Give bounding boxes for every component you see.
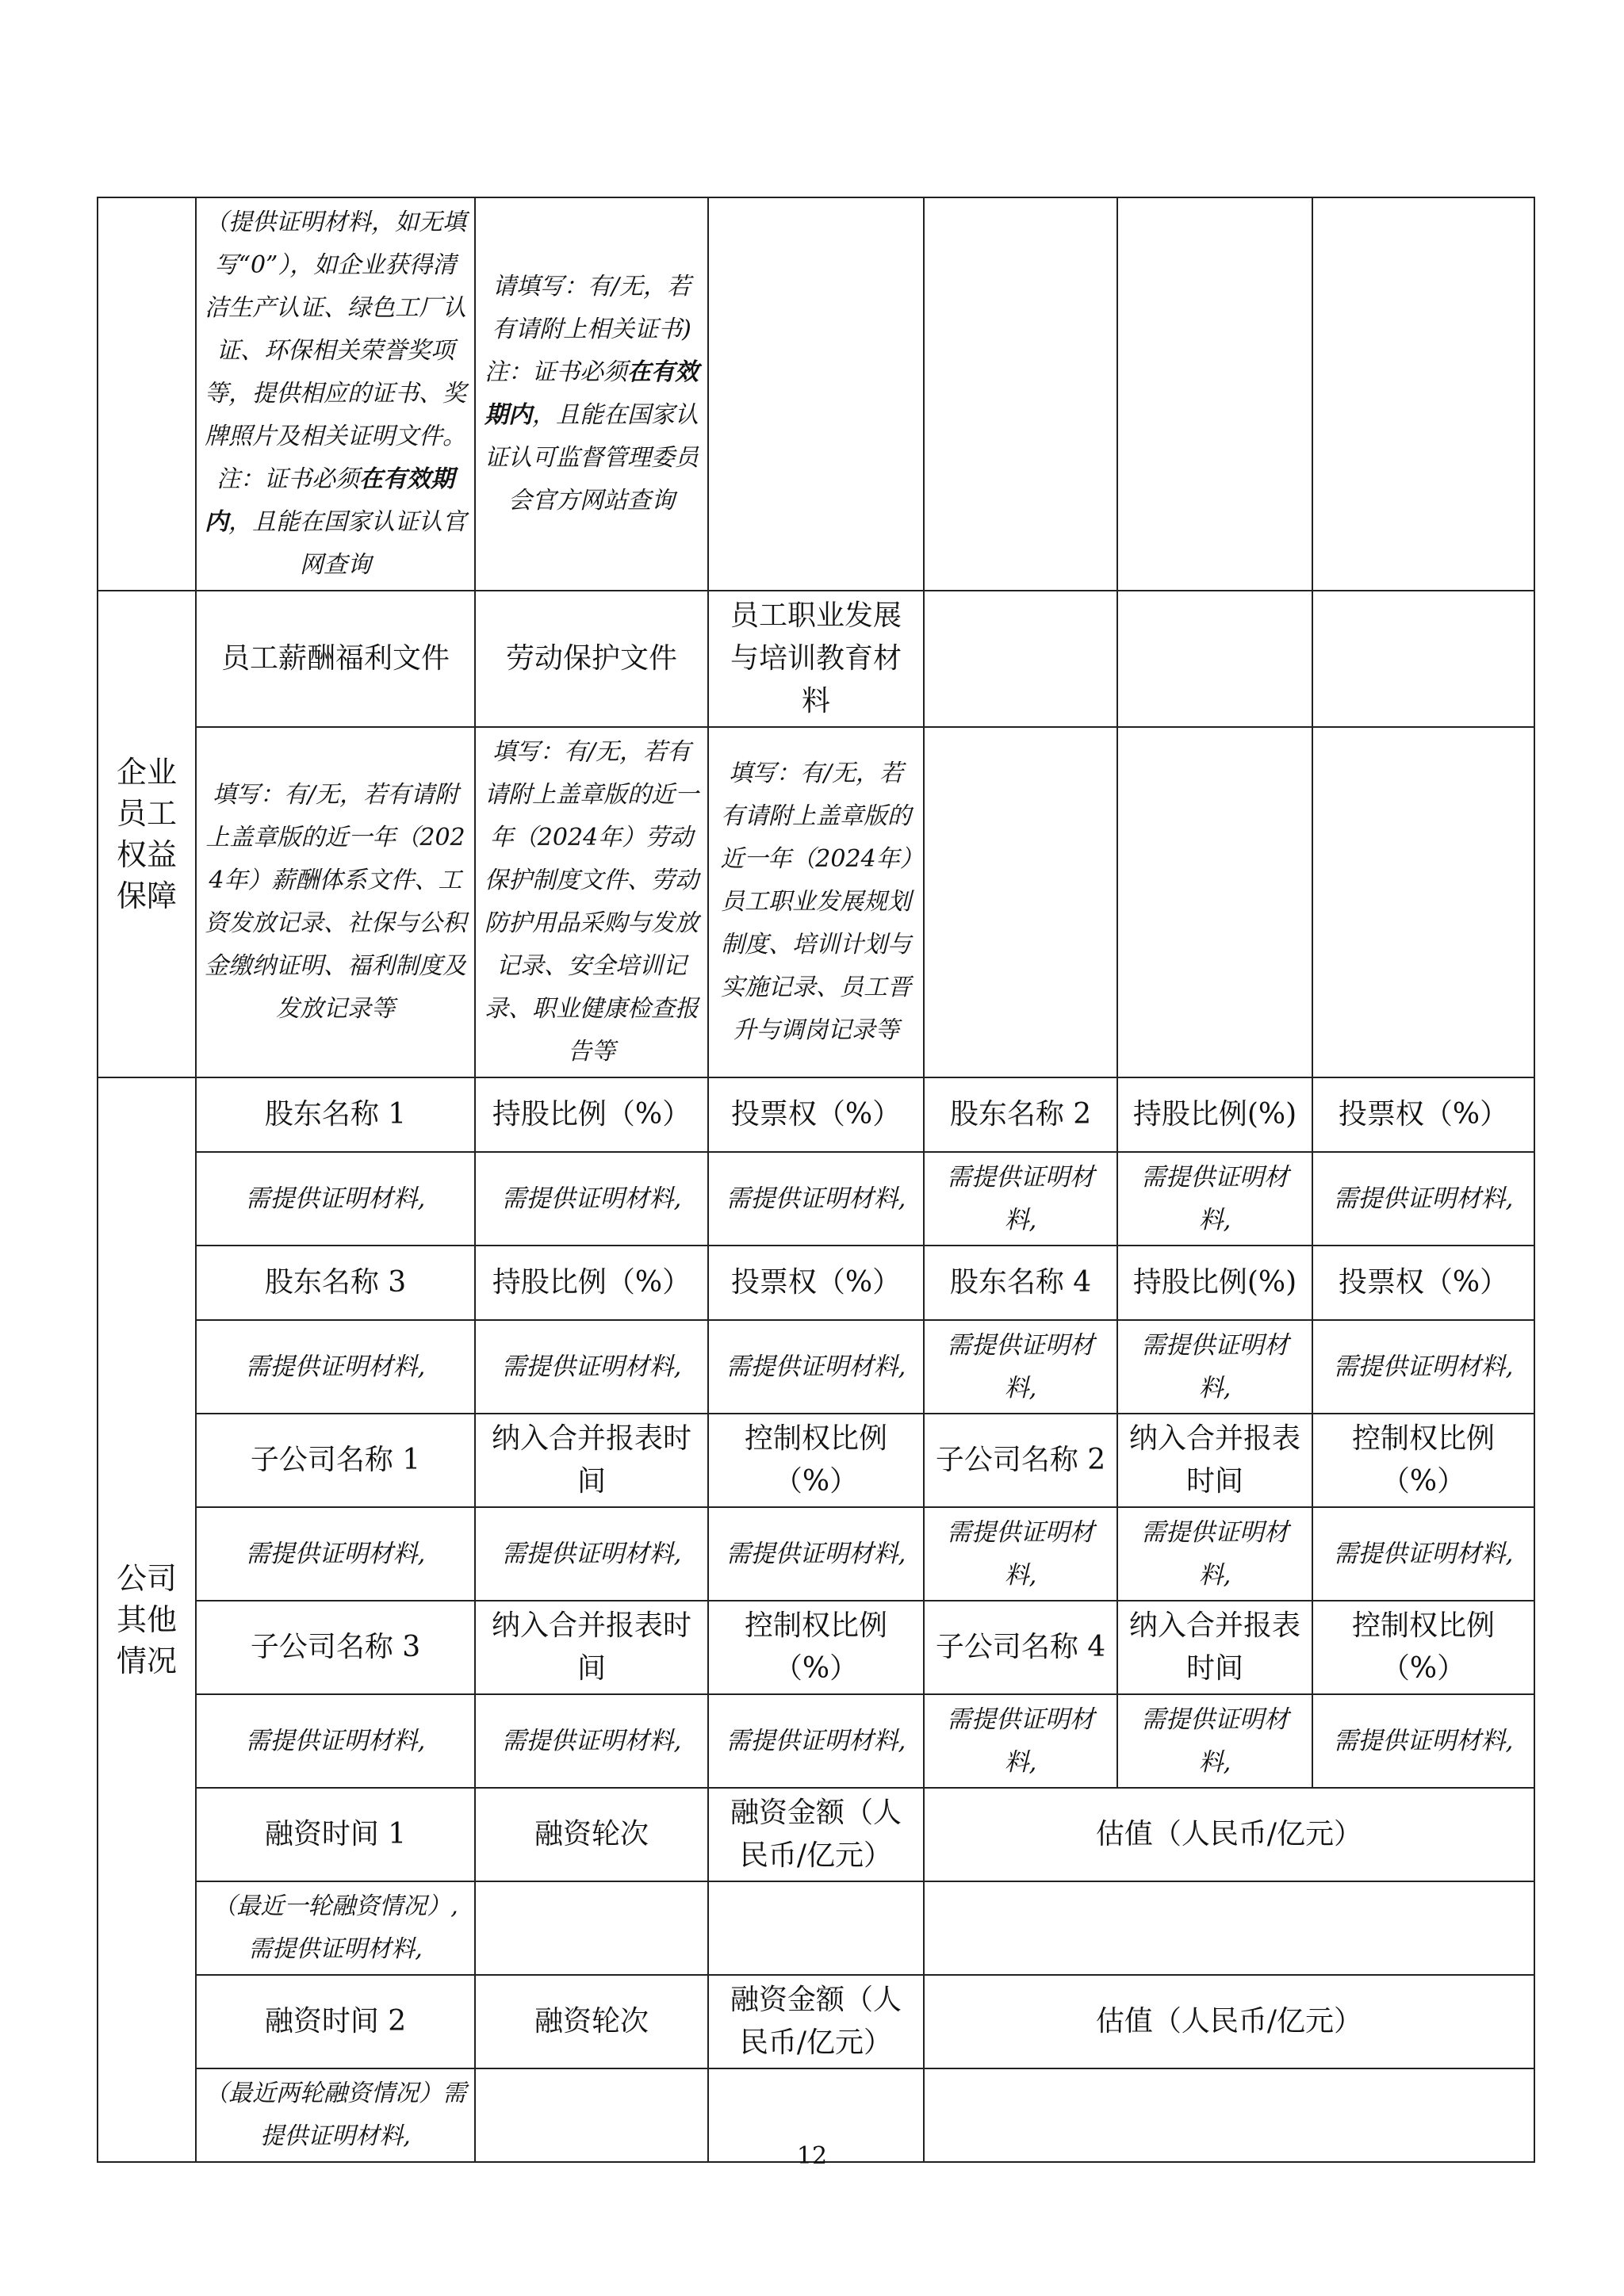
blank-cell[interactable] [1117, 591, 1312, 727]
env-honor-note-text: 请填写：有/无，若有请附上相关证书)注：证书必须 [485, 273, 691, 386]
requirement-note[interactable]: 需提供证明材料, [1117, 1507, 1312, 1601]
financing-header-row [98, 1788, 1534, 1881]
requirement-note[interactable]: 需提供证明材料, [708, 1694, 924, 1788]
shareholder-header: 投票权（%） [1312, 1077, 1534, 1152]
shareholder-header-row [98, 1246, 1534, 1320]
blank-cell[interactable] [1117, 727, 1312, 1077]
requirement-row [98, 1320, 1534, 1414]
requirement-note[interactable]: 需提供证明材料, [1312, 1320, 1534, 1414]
employee-note: 填写：有/无，若有请附上盖章版的近一年（2024年）员工职业发展规划制度、培训计划与实施记录、员工晋升与调岗记录等 [708, 727, 924, 1077]
requirement-note[interactable]: 需提供证明材料, [475, 1507, 708, 1601]
shareholder-header: 持股比例(%) [1117, 1246, 1312, 1320]
subsidiary-header-row [98, 1601, 1534, 1694]
financing-round-cell[interactable] [475, 1881, 708, 1975]
employee-header-row [98, 591, 1534, 727]
form-table [97, 197, 1535, 2163]
shareholder-header: 投票权（%） [708, 1077, 924, 1152]
financing-header: 融资时间 2 [196, 1975, 475, 2068]
employee-note: 填写：有/无，若有请附上盖章版的近一年（2024年）劳动保护制度文件、劳动防护用品采购与发放记录、安全培训记录、职业健康检查报告等 [475, 727, 708, 1077]
subsidiary-header: 纳入合并报表时间 [1117, 1601, 1312, 1694]
subsidiary-header: 子公司名称 3 [196, 1601, 475, 1694]
shareholder-header: 持股比例（%） [475, 1246, 708, 1320]
requirement-note[interactable]: 需提供证明材料, [708, 1152, 924, 1246]
requirement-note[interactable]: 需提供证明材料, [924, 1694, 1117, 1788]
employee-header: 员工职业发展与培训教育材料 [708, 591, 924, 727]
env-cert-row [98, 197, 1534, 591]
env-cert-note [196, 197, 475, 591]
subsidiary-header: 控制权比例（%） [1312, 1414, 1534, 1507]
subsidiary-header: 子公司名称 4 [924, 1601, 1117, 1694]
requirement-row [98, 1507, 1534, 1601]
category-cell-continued [98, 197, 196, 591]
requirement-note[interactable]: 需提供证明材料, [475, 1694, 708, 1788]
env-cert-note-emphasis: 在有效期内 [205, 465, 454, 536]
requirement-note[interactable]: 需提供证明材料, [1117, 1694, 1312, 1788]
financing-header: 融资轮次 [475, 1788, 708, 1881]
requirement-note[interactable]: 需提供证明材料, [475, 1152, 708, 1246]
shareholder-header: 持股比例（%） [475, 1077, 708, 1152]
requirement-row [98, 1152, 1534, 1246]
employee-note-row [98, 727, 1534, 1077]
requirement-row [98, 1694, 1534, 1788]
blank-cell[interactable] [1312, 727, 1534, 1077]
blank-cell[interactable] [924, 727, 1117, 1077]
requirement-note[interactable]: 需提供证明材料, [1312, 1507, 1534, 1601]
shareholder-header: 股东名称 1 [196, 1077, 475, 1152]
employee-note: 填写：有/无，若有请附上盖章版的近一年（2024年）薪酬体系文件、工资发放记录、社保与公积金缴纳证明、福利制度及发放记录等 [196, 727, 475, 1077]
employee-header: 员工薪酬福利文件 [196, 591, 475, 727]
subsidiary-header: 控制权比例（%） [708, 1414, 924, 1507]
subsidiary-header: 子公司名称 1 [196, 1414, 475, 1507]
financing-note: （最近两轮融资情况）需提供证明材料, [196, 2068, 475, 2162]
other-category: 公司其他情况 [98, 1077, 196, 2162]
financing-value-row [98, 1881, 1534, 1975]
financing-header: 融资时间 1 [196, 1788, 475, 1881]
financing-header: 融资金额（人民币/亿元） [708, 1975, 924, 2068]
requirement-note[interactable]: 需提供证明材料, [1117, 1320, 1312, 1414]
requirement-note[interactable]: 需提供证明材料, [924, 1152, 1117, 1246]
shareholder-header: 股东名称 2 [924, 1077, 1117, 1152]
requirement-note[interactable]: 需提供证明材料, [924, 1507, 1117, 1601]
requirement-note[interactable]: 需提供证明材料, [196, 1320, 475, 1414]
blank-cell[interactable] [924, 591, 1117, 727]
env-honor-note-tail: ，且能在国家认证认可监督管理委员会官方网站查询 [485, 401, 699, 515]
financing-amount-cell[interactable] [708, 1881, 924, 1975]
subsidiary-header: 纳入合并报表时间 [475, 1601, 708, 1694]
financing-header: 融资金额（人民币/亿元） [708, 1788, 924, 1881]
env-honor-note [475, 197, 708, 591]
subsidiary-header: 纳入合并报表时间 [475, 1414, 708, 1507]
employee-header: 劳动保护文件 [475, 591, 708, 727]
page-number: 12 [796, 2142, 828, 2170]
subsidiary-header: 子公司名称 2 [924, 1414, 1117, 1507]
shareholder-header: 股东名称 4 [924, 1246, 1117, 1320]
financing-header: 估值（人民币/亿元） [924, 1975, 1534, 2068]
blank-cell[interactable] [1117, 197, 1312, 591]
requirement-note[interactable]: 需提供证明材料, [1312, 1694, 1534, 1788]
requirement-note[interactable]: 需提供证明材料, [924, 1320, 1117, 1414]
financing-header: 估值（人民币/亿元） [924, 1788, 1534, 1881]
requirement-note[interactable]: 需提供证明材料, [196, 1694, 475, 1788]
requirement-note[interactable]: 需提供证明材料, [708, 1507, 924, 1601]
subsidiary-header: 纳入合并报表时间 [1117, 1414, 1312, 1507]
requirement-note[interactable]: 需提供证明材料, [1117, 1152, 1312, 1246]
valuation-cell[interactable] [924, 1881, 1534, 1975]
requirement-note[interactable]: 需提供证明材料, [475, 1320, 708, 1414]
blank-cell[interactable] [1312, 591, 1534, 727]
requirement-note[interactable]: 需提供证明材料, [708, 1320, 924, 1414]
employee-category: 企业员工权益保障 [98, 591, 196, 1077]
financing-header: 融资轮次 [475, 1975, 708, 2068]
financing-header-row [98, 1975, 1534, 2068]
blank-cell[interactable] [924, 197, 1117, 591]
shareholder-header: 股东名称 3 [196, 1246, 475, 1320]
env-honor-note-emphasis: 在有效期内 [485, 358, 699, 429]
shareholder-header: 投票权（%） [1312, 1246, 1534, 1320]
requirement-note[interactable]: 需提供证明材料, [1312, 1152, 1534, 1246]
shareholder-header: 投票权（%） [708, 1246, 924, 1320]
subsidiary-header: 控制权比例（%） [1312, 1601, 1534, 1694]
shareholder-header-row [98, 1077, 1534, 1152]
env-cert-note-text: （提供证明材料，如无填写“0”），如企业获得清洁生产认证、绿色工厂认证、环保相关荣誉奖项等，提供相应的证书、奖牌照片及相关证明文件。注：证书必须 [205, 209, 466, 493]
env-cert-note-tail: ，且能在国家认证认官网查询 [228, 508, 466, 579]
subsidiary-header-row [98, 1414, 1534, 1507]
subsidiary-header: 控制权比例（%） [708, 1601, 924, 1694]
blank-cell[interactable] [1312, 197, 1534, 591]
shareholder-header: 持股比例(%) [1117, 1077, 1312, 1152]
financing-note: （最近一轮融资情况）,需提供证明材料, [196, 1881, 475, 1975]
requirement-note[interactable]: 需提供证明材料, [196, 1152, 475, 1246]
blank-cell[interactable] [708, 197, 924, 591]
requirement-note[interactable]: 需提供证明材料, [196, 1507, 475, 1601]
